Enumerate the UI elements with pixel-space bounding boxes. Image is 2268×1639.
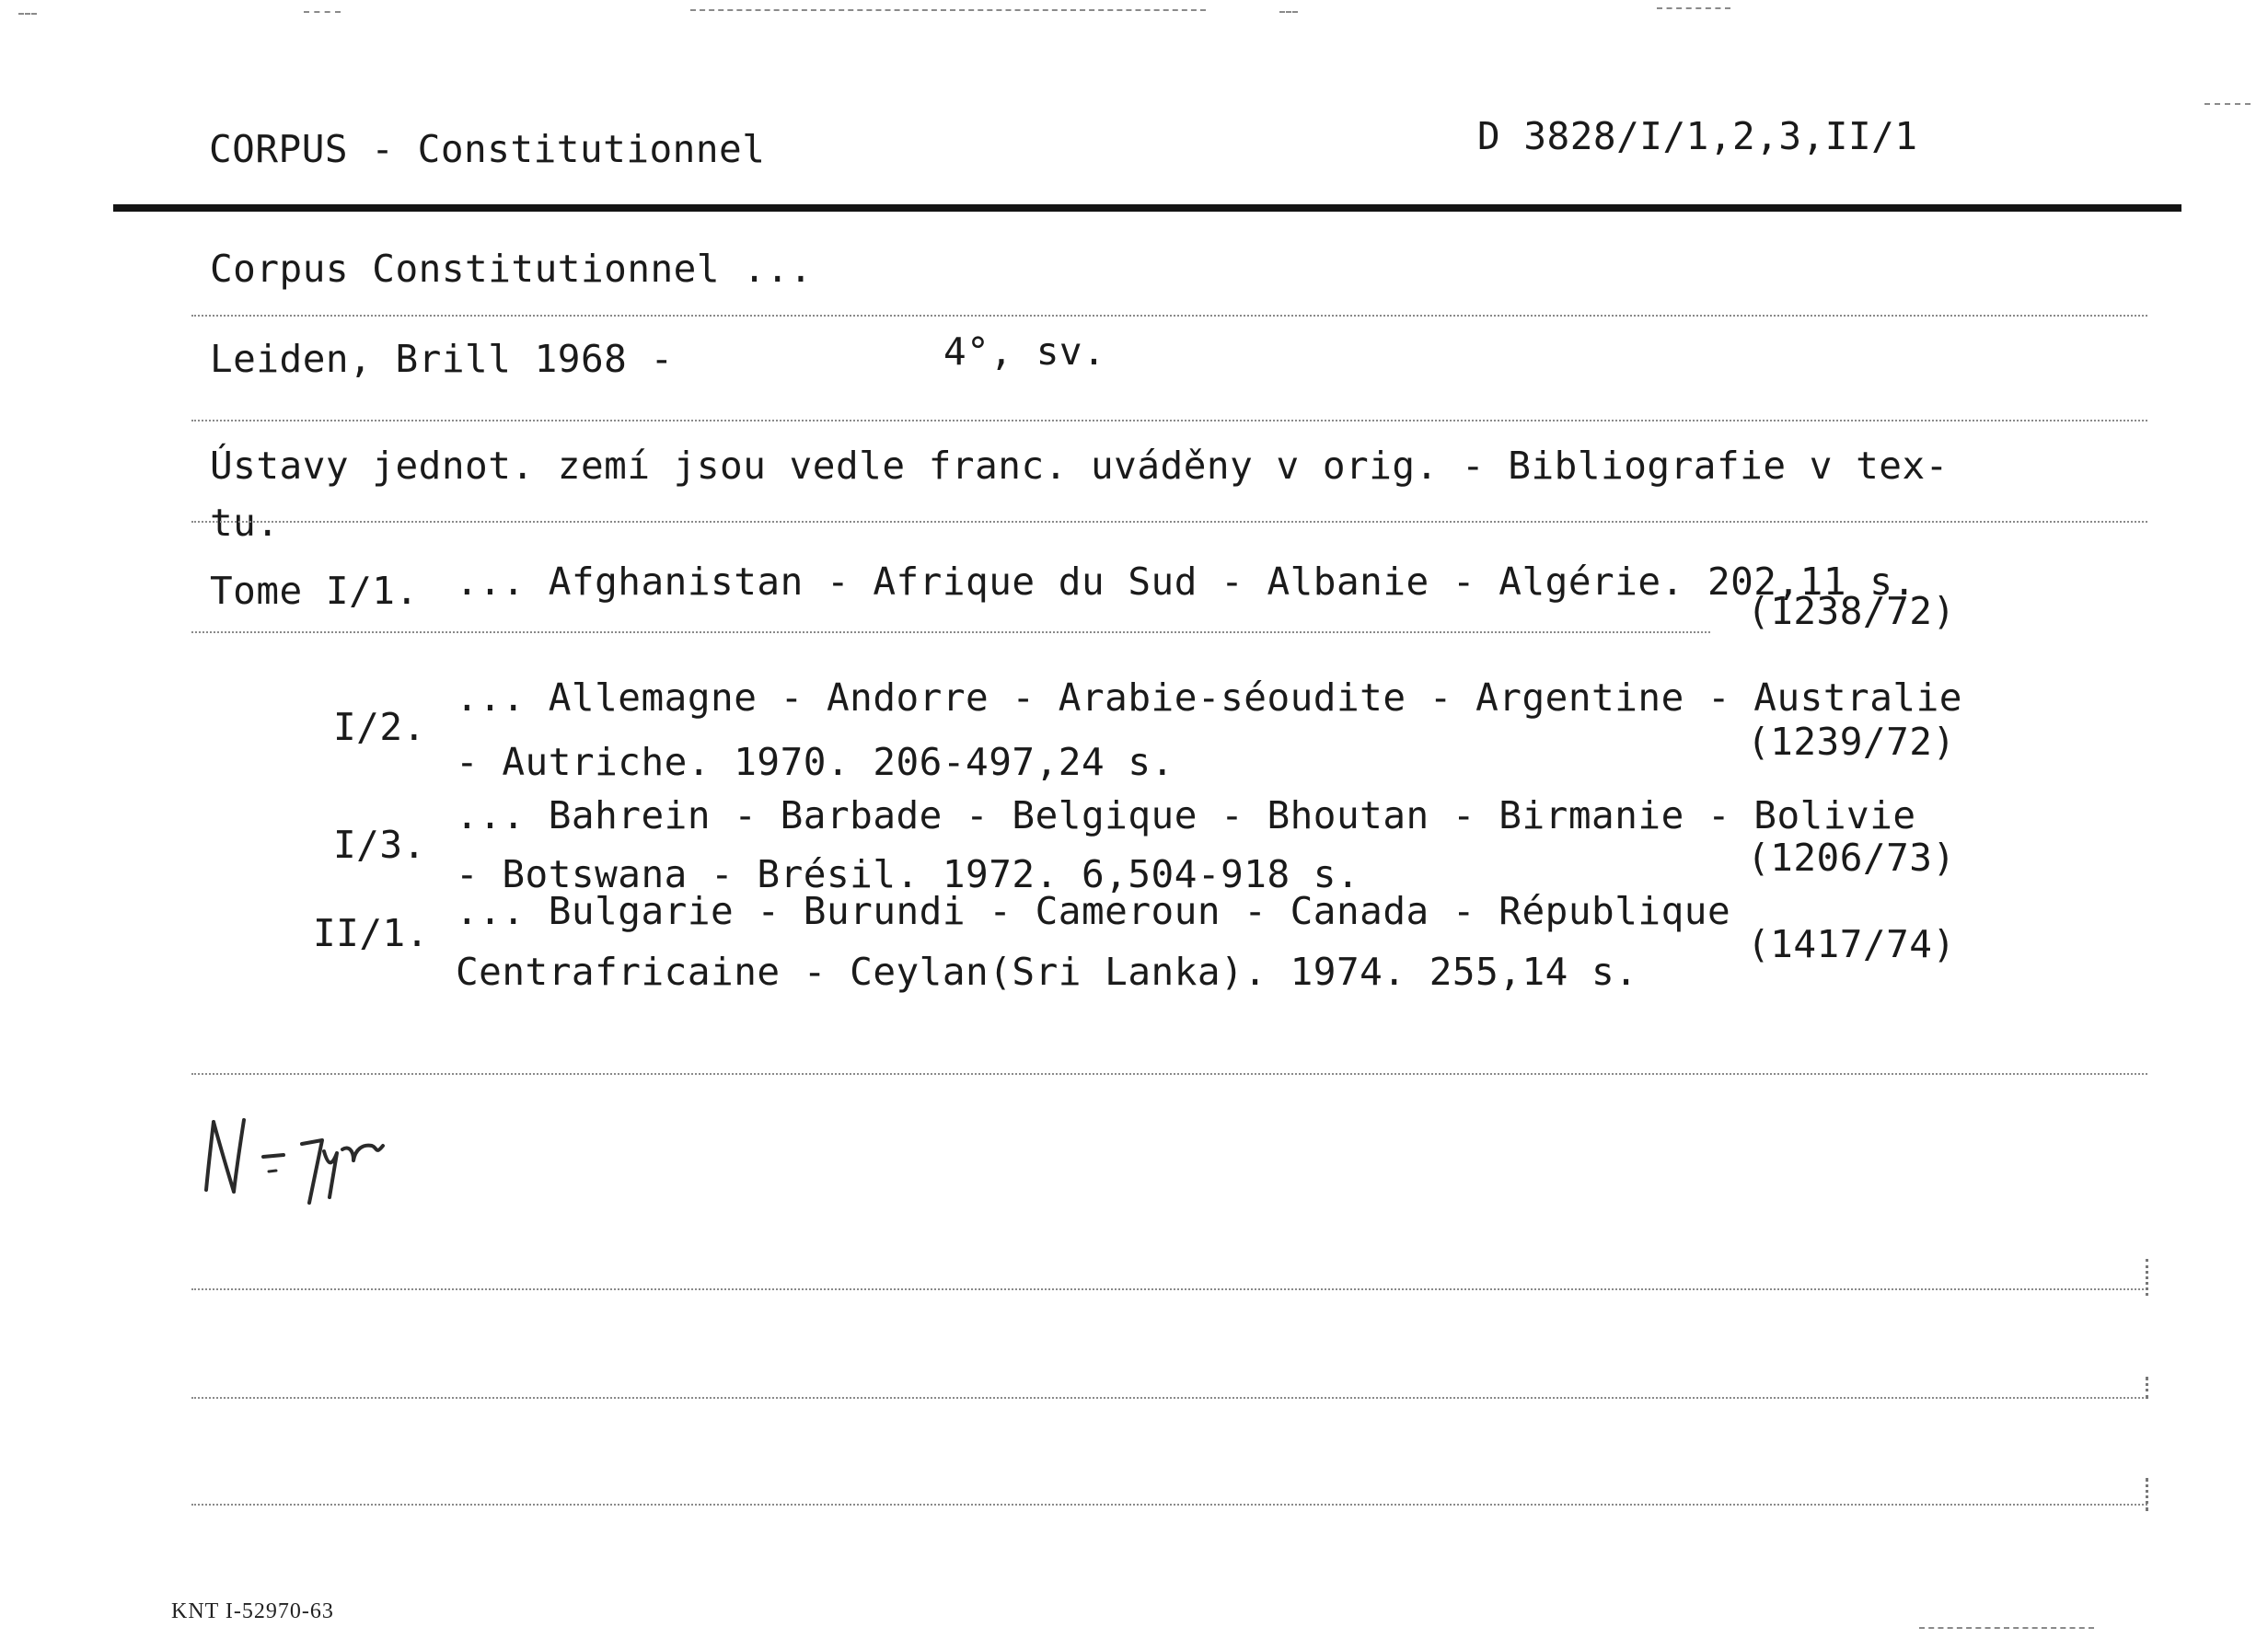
top-edge-mark xyxy=(690,9,1206,11)
call-number: D 3828/I/1,2,3,II/1 xyxy=(1477,114,1918,158)
volume-contents-continued: Centrafricaine - Ceylan(Sri Lanka). 1974. 255,14 s. xyxy=(456,950,1638,994)
top-edge-mark xyxy=(1279,11,1298,13)
top-edge-mark xyxy=(304,11,341,13)
accession-number: (1238/72) xyxy=(1747,589,1956,633)
volume-contents-continued: - Autriche. 1970. 206-497,24 s. xyxy=(456,740,1174,784)
ruled-line xyxy=(191,1397,2147,1399)
volume-contents: ... Bahrein - Barbade - Belgique - Bhoutan - Birmanie - Bolivie xyxy=(456,793,1916,837)
note-line-2: tu. xyxy=(210,501,280,545)
handwritten-note-image xyxy=(193,1109,405,1210)
volume-contents: ... Allemagne - Andorre - Arabie-séoudite - Argentine - Australie xyxy=(456,675,1962,720)
ruled-line xyxy=(191,1504,2147,1506)
ruled-line xyxy=(191,1073,2147,1075)
header-rule xyxy=(113,204,2181,212)
accession-number: (1206/73) xyxy=(1747,836,1956,880)
edge-mark xyxy=(2146,1478,2148,1511)
top-edge-mark xyxy=(2204,103,2251,105)
ruled-line xyxy=(191,521,2147,523)
volume-label: Tome I/1. xyxy=(210,569,419,613)
record-title: Corpus Constitutionnel ... xyxy=(210,247,813,291)
edge-mark xyxy=(2146,1377,2148,1399)
volume-label: I/2. xyxy=(333,705,426,749)
ruled-line xyxy=(191,1288,2147,1290)
card-heading: CORPUS - Constitutionnel xyxy=(209,127,766,171)
accession-number: (1417/74) xyxy=(1747,922,1956,966)
volume-contents: ... Bulgarie - Burundi - Cameroun - Canada - République xyxy=(456,889,1731,933)
top-edge-mark xyxy=(1657,7,1730,9)
ruled-line xyxy=(191,315,2147,317)
volume-contents: ... Afghanistan - Afrique du Sud - Albanie - Algérie. 202,11 s. xyxy=(456,560,1916,604)
ruled-line xyxy=(191,631,1710,633)
bottom-edge-mark xyxy=(1919,1627,2094,1629)
volume-label: I/3. xyxy=(333,823,426,867)
imprint: Leiden, Brill 1968 - xyxy=(210,337,674,381)
volume-label: II/1. xyxy=(313,911,429,955)
accession-number: (1239/72) xyxy=(1747,720,1956,764)
volume-contents-continued: - Botswana - Brésil. 1972. 6,504-918 s. xyxy=(456,852,1360,896)
format-note: 4°, sv. xyxy=(943,329,1106,374)
note-line-1: Ústavy jednot. zemí jsou vedle franc. uváděny v orig. - Bibliografie v tex- xyxy=(210,444,1949,488)
top-edge-mark xyxy=(18,13,37,15)
printer-code: KNT I-52970-63 xyxy=(171,1599,334,1623)
edge-mark xyxy=(2146,1259,2148,1296)
ruled-line xyxy=(191,420,2147,421)
